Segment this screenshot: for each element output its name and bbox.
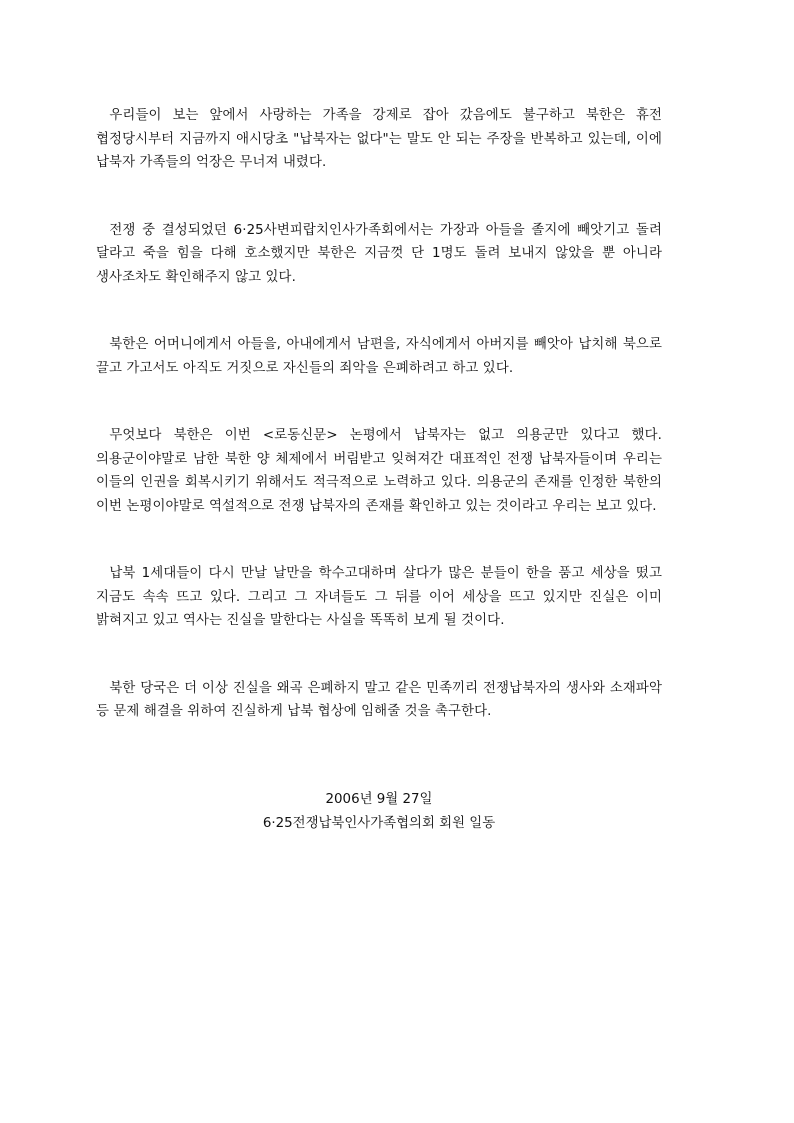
body-paragraph-2: 전쟁 중 결성되었던 6·25사변피랍치인사가족회에서는 가장과 아들을 졸지에 빼앗기고 돌려 달라고 죽을 힘을 다해 호소했지만 북한은 지금껏 단 1명도 돌려 보내지 않았을 뿐 아니라 생사조차도 확인해주지 않고 있다. xyxy=(96,222,662,285)
body-paragraph-1: 우리들이 보는 앞에서 사랑하는 가족을 강제로 잡아 갔음에도 불구하고 북한은 휴전 협정당시부터 지금까지 애시당초 "납북자는 없다"는 말도 안 되는 주장을 반복하고 있는데, 이에 납북자 가족들의 억장은 무너져 내렸다. xyxy=(96,108,662,170)
document-page xyxy=(96,104,662,836)
body-paragraph-6: 북한 당국은 더 이상 진실을 왜곡 은폐하지 말고 같은 민족끼리 전쟁납북자의 생사와 소재파악 등 문제 해결을 위하여 진실하게 납북 협상에 임해줄 것을 촉구한다. xyxy=(96,680,662,719)
body-paragraph-5: 납북 1세대들이 다시 만날 날만을 학수고대하며 살다가 많은 분들이 한을 품고 세상을 떴고 지금도 속속 뜨고 있다. 그리고 그 자녀들도 그 뒤를 이어 세상을 뜨고 있지만 진실은 이미 밝혀지고 있고 역사는 진실을 말한다는 사실을 똑똑히 보게 될 것이다. xyxy=(96,566,662,628)
body-paragraph-4: 무엇보다 북한은 이번 <로동신문> 논평에서 납북자는 없고 의용군만 있다고 했다. 의용군이야말로 남한 북한 양 체제에서 버림받고 잊혀져간 대표적인 전쟁 납북자들이며 우리는 이들의 인권을 회복시키기 위해서도 적극적으로 노력하고 있다. 의용군의 존재를 인정한 북한의 이번 논평이야말로 역설적으로 전쟁 납북자의 존재를 확인하고 있는 것이라고 우리는 보고 있다. xyxy=(96,428,662,514)
document-date: 2006년 9월 27일 xyxy=(325,791,433,807)
body-paragraph-3: 북한은 어머니에게서 아들을, 아내에게서 남편을, 자식에게서 아버지를 빼앗아 납치해 북으로 끌고 가고서도 아직도 거짓으로 자신들의 죄악을 은폐하려고 하고 있다. xyxy=(96,337,662,376)
signatory-name: 6·25전쟁납북인사가족협의회 회원 일동 xyxy=(262,815,496,831)
signature-block xyxy=(96,788,662,836)
